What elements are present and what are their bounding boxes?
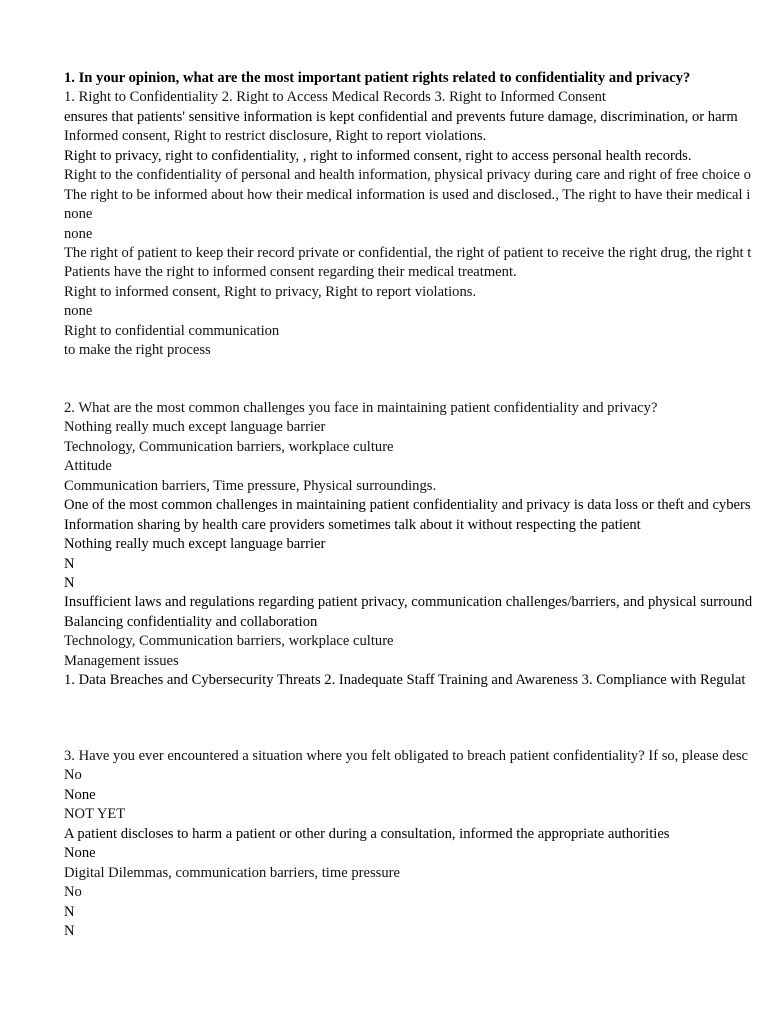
answer-line: The right of patient to keep their record private or confidential, the right of patient to receive the right drug, the right t <box>64 244 752 261</box>
answer-line: Communication barriers, Time pressure, Physical surroundings. <box>64 477 437 494</box>
answer-line: Insufficient laws and regulations regarding patient privacy, communication challenges/barriers, and physical surround <box>64 594 753 611</box>
answer-line: Patients have the right to informed consent regarding their medical treatment. <box>64 264 517 281</box>
answer-line: N <box>64 903 75 920</box>
answer-line: none <box>64 225 93 242</box>
question-1-heading: 1. In your opinion, what are the most important patient rights related to confidentiality and privacy? <box>64 70 691 86</box>
answer-line: NOT YET <box>64 806 126 823</box>
question-3-heading: 3. Have you ever encountered a situation where you felt obligated to breach patient confidentiality? If so, please desc <box>64 748 749 764</box>
answer-line: Nothing really much except language barrier <box>64 536 326 553</box>
answer-line: Right to the confidentiality of personal and health information, physical privacy during care and right of free choice o <box>64 167 751 184</box>
answer-line: N <box>64 922 75 939</box>
answer-line: Attitude <box>64 458 112 475</box>
answer-line: A patient discloses to harm a patient or other during a consultation, informed the appropriate authorities <box>64 825 670 842</box>
answer-line: 1. Data Breaches and Cybersecurity Threats 2. Inadequate Staff Training and Awareness 3. Compliance with Regulat <box>64 672 746 689</box>
answer-line: None <box>64 786 96 803</box>
answer-line: 1. Right to Confidentiality 2. Right to Access Medical Records 3. Right to Informed Consent <box>64 89 606 106</box>
answer-line: none <box>64 303 93 320</box>
answer-line: Nothing really much except language barrier <box>64 419 326 436</box>
answer-line: Right to confidential communication <box>64 322 280 339</box>
answer-line: Right to privacy, right to confidentiality, , right to informed consent, right to access personal health records. <box>64 147 692 164</box>
question-1-section <box>64 69 768 361</box>
answer-line: One of the most common challenges in maintaining patient confidentiality and privacy is data loss or theft and cybers <box>64 497 751 514</box>
answer-line: Technology, Communication barriers, workplace culture <box>64 633 394 650</box>
question-2-section <box>64 399 768 691</box>
answer-line: ensures that patients' sensitive information is kept confidential and prevents future damage, discrimination, or harm <box>64 108 738 125</box>
question-3-section <box>64 747 768 941</box>
answer-line: Digital Dilemmas, communication barriers, time pressure <box>64 864 400 881</box>
question-2-heading: 2. What are the most common challenges you face in maintaining patient confidentiality and privacy? <box>64 400 658 416</box>
answer-line: N <box>64 574 75 591</box>
answer-line: Information sharing by health care providers sometimes talk about it without respecting the patient <box>64 516 641 533</box>
answer-line: to make the right process <box>64 342 211 359</box>
answer-line: The right to be informed about how their medical information is used and disclosed., The right to have their medical i <box>64 186 751 203</box>
answer-line: Management issues <box>64 652 179 669</box>
answer-line: Balancing confidentiality and collaboration <box>64 613 318 630</box>
answer-line: Informed consent, Right to restrict disclosure, Right to report violations. <box>64 128 487 145</box>
answer-line: No <box>64 884 82 901</box>
answer-line: No <box>64 767 82 784</box>
answer-line: N <box>64 555 75 572</box>
answer-line: Technology, Communication barriers, workplace culture <box>64 438 394 455</box>
answer-line: none <box>64 206 93 223</box>
answer-line: None <box>64 845 96 862</box>
answer-line: Right to informed consent, Right to privacy, Right to report violations. <box>64 283 477 300</box>
